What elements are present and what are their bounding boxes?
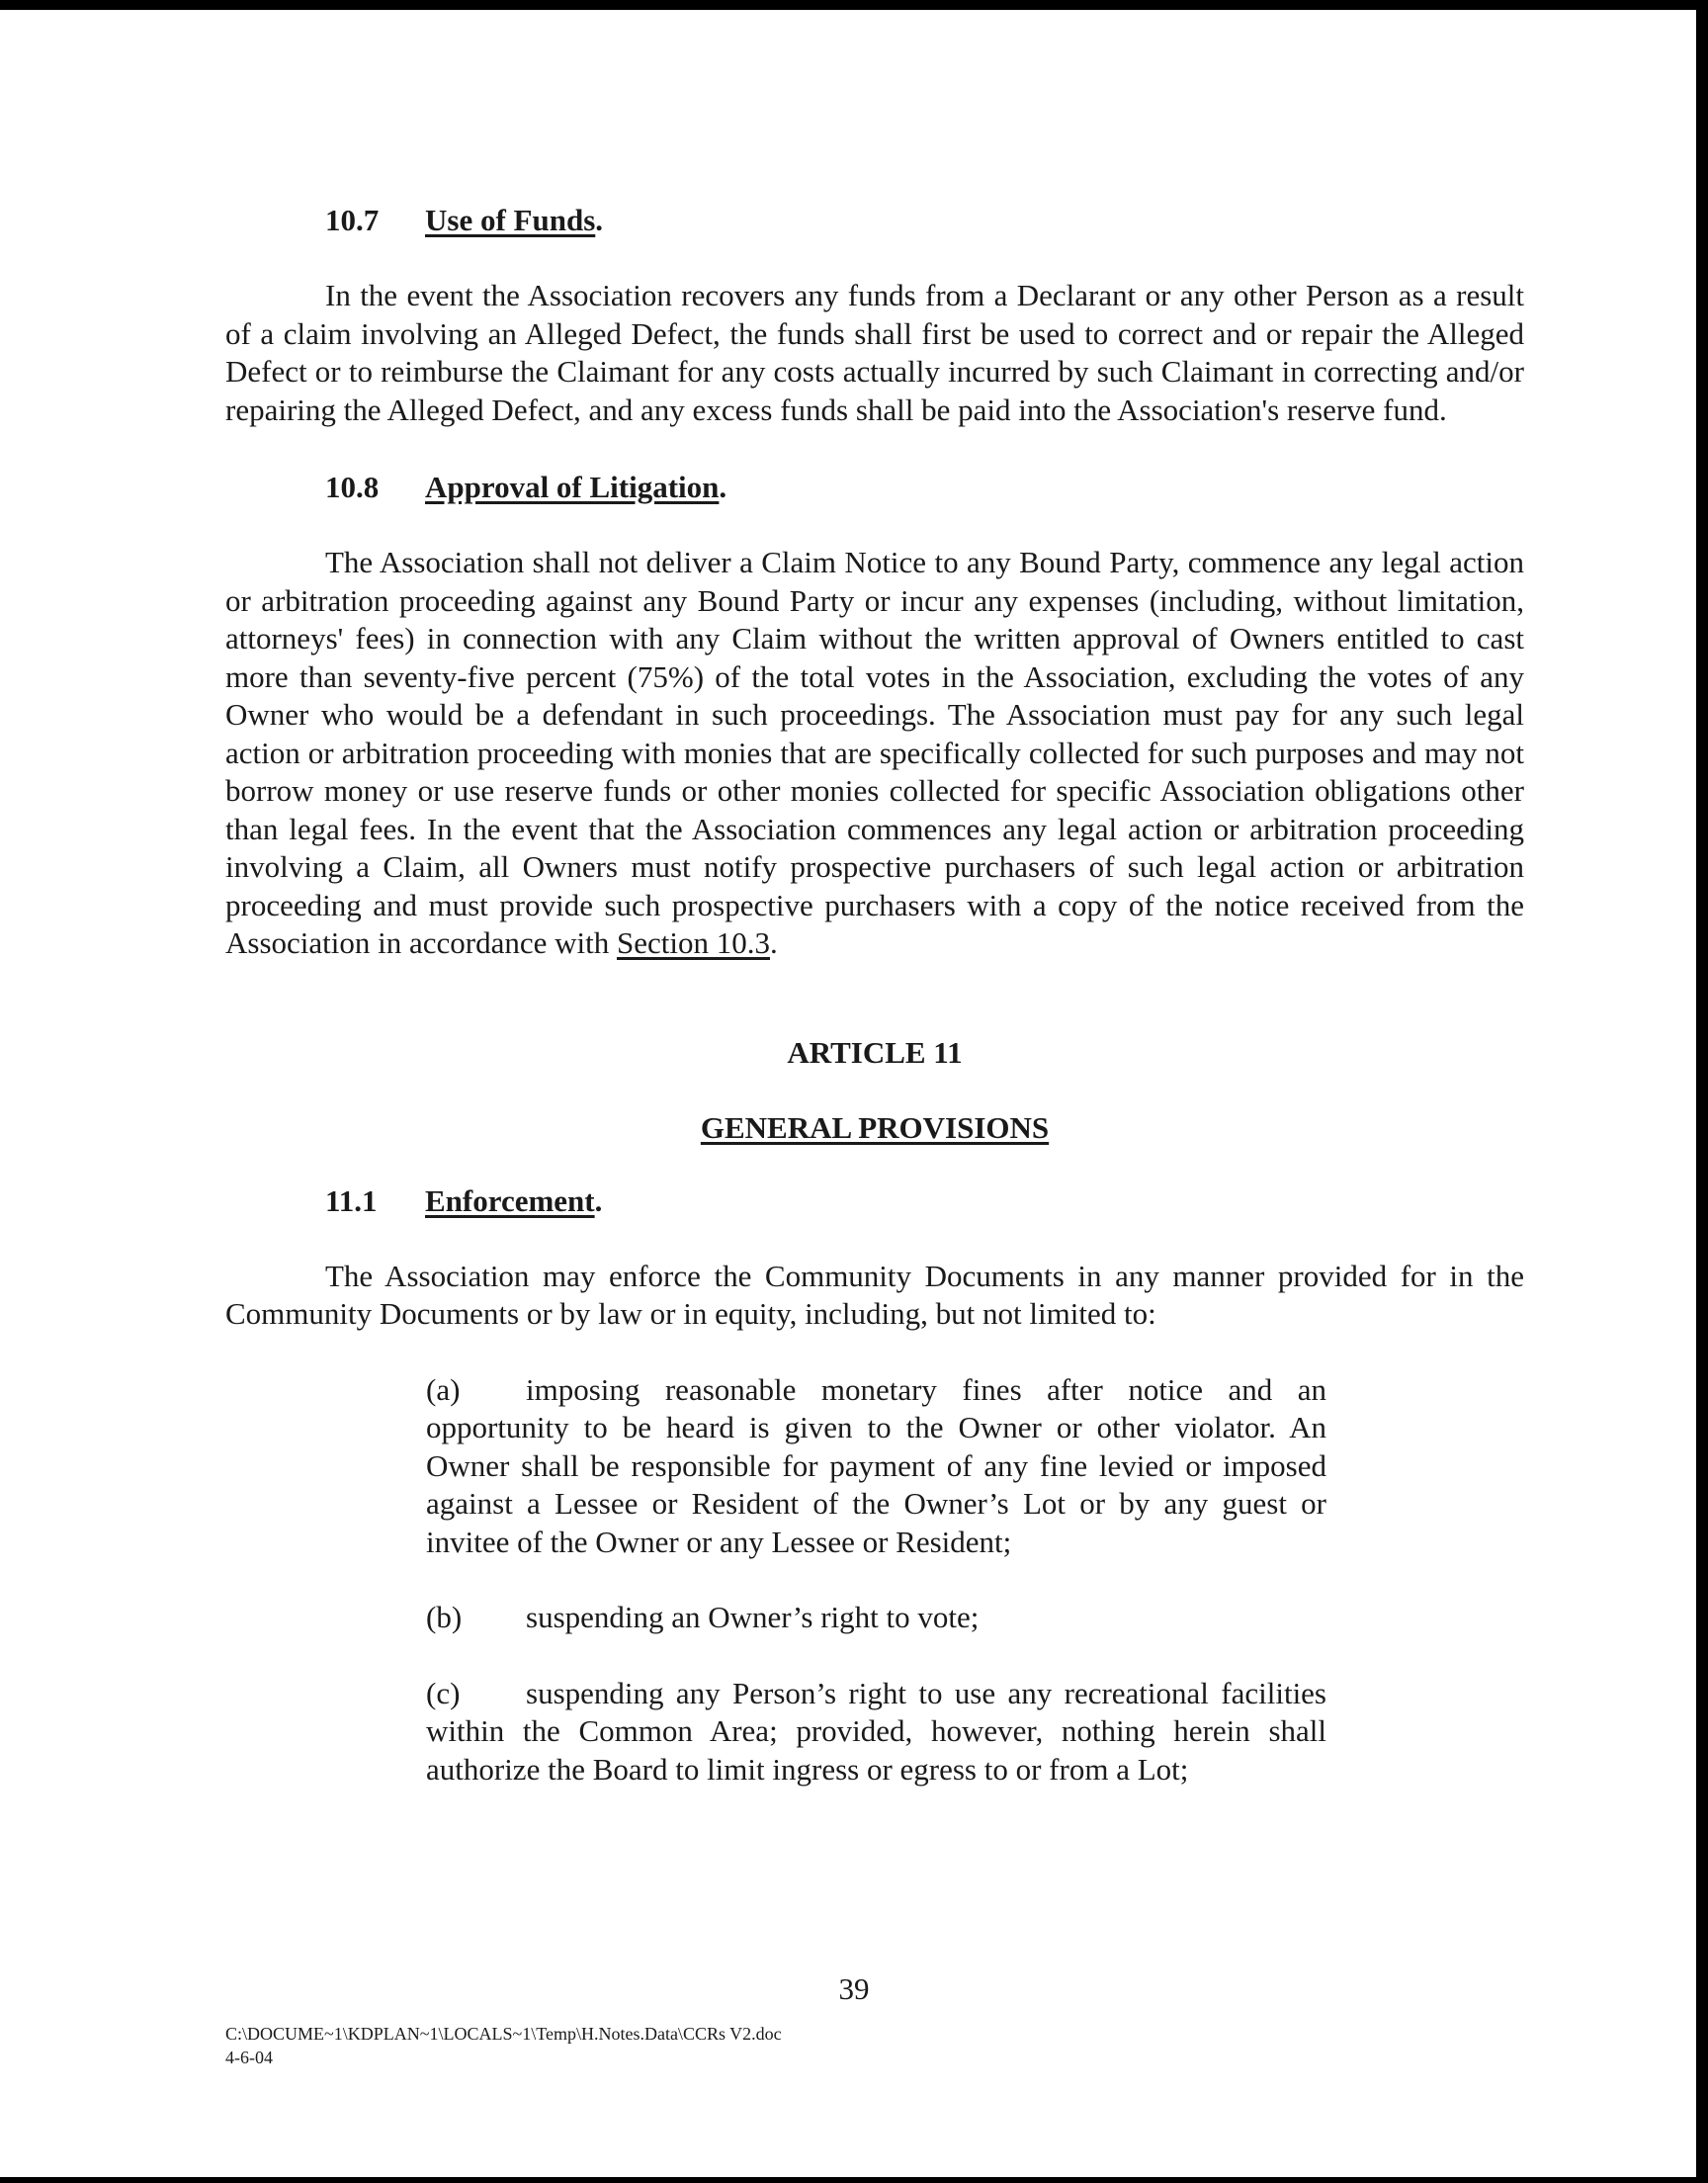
section-paragraph-11-1: The Association may enforce the Community Documents in any manner provided for in the Community Documents or by law or in equity, including, but not limited to: bbox=[225, 1258, 1524, 1331]
section-title-punct: . bbox=[719, 470, 727, 504]
list-item-b bbox=[426, 1599, 1326, 1637]
list-item-text: suspending an Owner’s right to vote; bbox=[526, 1600, 980, 1634]
list-item-label: (c) bbox=[426, 1675, 461, 1710]
section-heading-10-8 bbox=[225, 469, 1524, 506]
article-title-text: GENERAL PROVISIONS bbox=[700, 1109, 1050, 1145]
list-item-a bbox=[426, 1371, 1326, 1562]
list-item-text: imposing reasonable monetary fines after notice and an opportunity to be heard is given to the Owner or other violator. An Owner shall be responsible for payment of any fine levied or imposed against a Lessee or Resident of the Owner’s Lot or by any guest or invitee of the Owner or any Lessee or Resident; bbox=[426, 1371, 1326, 1559]
section-heading-11-1 bbox=[225, 1182, 1524, 1220]
scan-border-bottom bbox=[0, 2177, 1708, 2183]
section-title-punct: . bbox=[594, 1182, 603, 1218]
paragraph-text: The Association shall not deliver a Claim Notice to any Bound Party, commence any legal action or arbitration proceeding against any Bound Party or incur any expenses (including, without limitation, attorneys' fees) in connection with any Claim without the written approval of Owners entitled to cast more than seventy-five percent (75%) of the total votes in the Association, excluding the votes of any Owner who would be a defendant in such proceedings. The Association must pay for any such legal action or arbitration proceeding with monies that are specifically collected for such purposes and may not borrow money or use reserve funds or other monies collected for specific Association obligations other than legal fees. In the event that the Association commences any legal action or arbitration proceeding involving a Claim, all Owners must notify prospective purchasers of such legal action or arbitration proceeding and must provide such prospective purchasers with a copy of the notice received from the Association in accordance with bbox=[225, 545, 1524, 960]
paragraph-end: . bbox=[769, 925, 778, 960]
article-title bbox=[225, 1109, 1524, 1147]
article-label: ARTICLE 11 bbox=[787, 1034, 963, 1070]
section-title: Enforcement bbox=[425, 1182, 595, 1218]
scan-border-top bbox=[0, 0, 1708, 10]
list-item-label: (a) bbox=[426, 1371, 461, 1407]
list-item-label: (b) bbox=[426, 1600, 463, 1634]
footer-date: 4-6-04 bbox=[225, 2048, 273, 2067]
section-title: Use of Funds bbox=[425, 203, 596, 237]
list-item-c bbox=[426, 1675, 1326, 1790]
section-number: 10.8 bbox=[325, 470, 380, 504]
section-paragraph-10-7: In the event the Association recovers any funds from a Declarant or any other Person as a result of a claim involving an Alleged Defect, the funds shall first be used to correct and or repair the Alleged Defect or to reimburse the Claimant for any costs actually incurred by such Claimant in correcting and/or repairing the Alleged Defect, and any excess funds shall be paid into the Association's reserve fund. bbox=[225, 278, 1524, 427]
scan-border-right bbox=[1696, 0, 1708, 2183]
section-number: 11.1 bbox=[325, 1182, 378, 1218]
section-title: Approval of Litigation bbox=[425, 470, 720, 504]
page-number: 39 bbox=[838, 1971, 870, 2006]
section-reference: Section 10.3 bbox=[616, 925, 770, 960]
footer-file-path: C:\DOCUME~1\KDPLAN~1\LOCALS~1\Temp\H.Notes.Data\CCRs V2.doc bbox=[225, 2024, 782, 2044]
section-title-punct: . bbox=[595, 203, 604, 237]
list-item-text: suspending any Person’s right to use any recreational facilities within the Common Area; provided, however, nothing herein shall authorize the Board to limit ingress or egress to or from a Lot; bbox=[426, 1675, 1326, 1787]
section-paragraph-10-8 bbox=[225, 544, 1524, 963]
document-page bbox=[225, 188, 1524, 1789]
section-heading-10-7 bbox=[225, 202, 1524, 239]
section-number: 10.7 bbox=[325, 203, 380, 237]
